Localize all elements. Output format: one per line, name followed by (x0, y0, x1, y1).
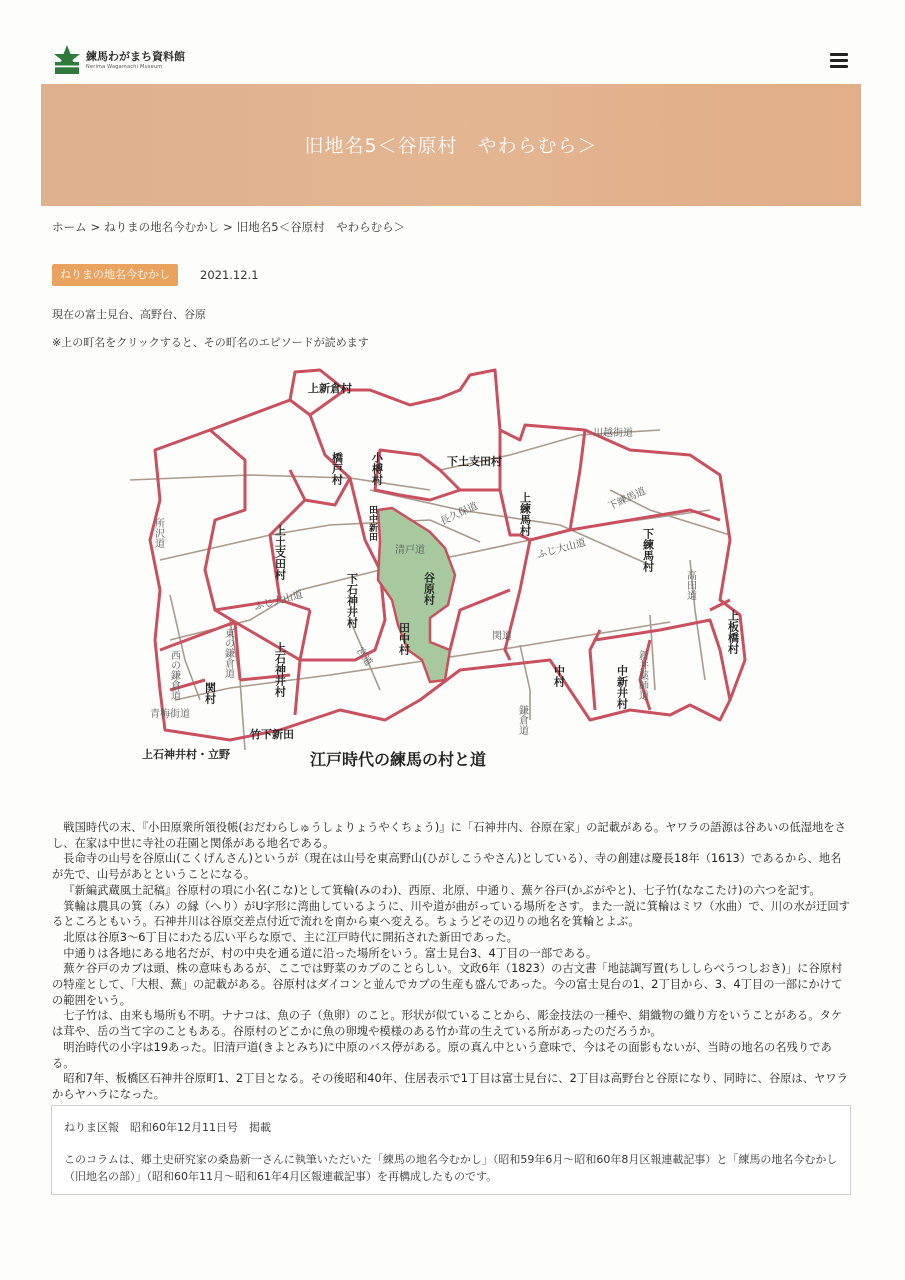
road-shimonerima: 下練馬道 (606, 485, 648, 513)
road-osakubo: 長久保道 (438, 500, 480, 528)
village-takenoshita[interactable]: 竹下新田 (250, 728, 294, 741)
village-kami-shakujii-tatsuno[interactable]: 上石神井村・立野 (142, 748, 230, 761)
village-road-map (130, 360, 770, 780)
category-tag[interactable]: ねりまの地名今むかし (52, 264, 178, 286)
article-paragraph: 『新編武蔵風土記稿』谷原村の項に小名(こな)として箕輪(みのわ)、西原、北原、中通り、蕪ケ谷戸(かぶがやと)、七子竹(ななこたけ)の六つを記す。 (63, 883, 821, 897)
site-logo-text[interactable]: 練馬わがまち資料館 (86, 50, 185, 63)
hamburger-menu-icon[interactable] (830, 53, 848, 69)
village-naka[interactable]: 中村 (552, 665, 566, 687)
road-yakushi: 新井薬師道 (636, 650, 648, 700)
village-seki[interactable]: 関村 (203, 682, 217, 704)
map-caption: 江戸時代の練馬の村と道 (310, 750, 487, 769)
current-area-text: 現在の富士見台、高野台、谷原 (52, 308, 206, 321)
village-hashido[interactable]: 橋戸村 (330, 452, 344, 485)
village-tanaka-shinden[interactable]: 田中新田 (367, 505, 377, 541)
village-shimo-shakujii[interactable]: 下石神井村 (345, 573, 359, 628)
article-body (52, 820, 852, 1103)
article-paragraph: 箕輪は農具の箕（み）の縁（へり）がU字形に湾曲しているように、川や道が曲がっている場所をさす。また一説に箕輪はミワ（水曲）で、川の水が迂回するところともいう。石神井川は谷原交差点付近で流れを南から東へ変える。ちょうどその辺りの地名を箕輪とよぶ。 (52, 899, 850, 929)
yawara-village-highlight[interactable] (378, 508, 455, 682)
breadcrumb-category[interactable]: ねりまの地名今むかし (104, 220, 220, 234)
site-logo-subtitle: Nerima Wagamachi Museum (86, 64, 163, 70)
breadcrumb-home[interactable]: ホーム (52, 220, 87, 234)
village-kami-nerima[interactable]: 上練馬村 (518, 492, 532, 536)
village-yawara[interactable]: 谷原村 (422, 572, 436, 605)
breadcrumb-current: 旧地名5＜谷原村 やわらむら＞ (236, 220, 406, 234)
road-kamakura: 鎌倉道 (516, 705, 528, 735)
breadcrumb (52, 219, 405, 235)
museum-logo-icon[interactable] (52, 44, 82, 76)
village-kami-shinkura[interactable]: 上新倉村 (308, 382, 352, 395)
article-paragraph: 長命寺の山号を谷原山(こくげんさん)というが（現在は山号を東高野山(ひがしこうやさん)としている）、寺の創建は慶長18年（1613）であるから、地名が先で、山号があとということになる。 (52, 852, 842, 882)
road-takada: 高田道 (684, 570, 696, 600)
road-miyamichi: 宮道 (353, 645, 375, 669)
village-kobase[interactable]: 小榑村 (370, 452, 384, 485)
village-shimo-tsuchishiba[interactable]: 下土支田村 (447, 455, 502, 468)
article-paragraph: 中通りは各地にある地名だが、村の中央を通る道に沿った場所をいう。富士見台3、4丁目の一部である。 (63, 946, 598, 960)
village-kami-shakujii[interactable]: 上石神井村 (273, 642, 287, 697)
post-date: 2021.12.1 (200, 268, 259, 282)
village-shimo-nerima[interactable]: 下練馬村 (641, 528, 655, 572)
article-paragraph: 昭和7年、板橋区石神井谷原町1、2丁目となる。その後昭和40年、住居表示で1丁目は富士見台に、2丁目は高野台と谷原になり、同時に、谷原は、ヤワラからヤハラになった。 (52, 1072, 848, 1101)
article-paragraph: 北原は谷原3〜6丁目にわたる広い平らな原で、主に江戸時代に開拓された新田であった。 (63, 930, 518, 944)
article-paragraph: 七子竹は、由来も場所も不明。ナナコは、魚の子（魚卵）のこと。形状が似ていることから、彫金技法の一種や、絹織物の織り方をいうことがある。タケは茸や、岳の当て字のこともある。谷原村のどこかに魚の卵塊や模様のある竹か茸の生えている所があったのだろうか。 (52, 1009, 843, 1039)
road-ome: 青梅街道 (150, 709, 190, 720)
breadcrumb-separator: > (223, 220, 233, 234)
road-fuji-oyama-east: ふじ大山道 (535, 537, 588, 561)
source-note: このコラムは、郷土史研究家の桑島新一さんに執筆いただいた「練馬の地名今むかし」（昭和59年6月〜昭和60年8月区報連載記事）と「練馬の地名今むかし（旧地名の部）」（昭和60年11月〜昭和61年4月区報連載記事）を再構成したものです。 (64, 1153, 838, 1183)
road-kawagoe: 川越街道 (593, 428, 633, 439)
site-header (0, 0, 905, 80)
road-kan: 関道 (492, 631, 512, 642)
road-higashi-kamakura: 東の鎌倉道 (222, 628, 234, 678)
source-info-box (51, 1105, 851, 1195)
article-paragraph: 明治時代の小字は19あった。旧清戸道(きよとみち)に中原のバス停がある。原の真ん中という意味で、今はその面影もないが、当時の地名の名残りである。 (52, 1040, 832, 1070)
road-fuji-oyama-west: ふじ大山道 (252, 589, 305, 613)
road-shimizu: 清戸道 (395, 545, 425, 556)
click-hint-text: ※上の町名をクリックすると、その町名のエピソードが読めます (52, 336, 369, 349)
village-kami-itabashi[interactable]: 上板橋村 (726, 610, 740, 654)
page-title: 旧地名5＜谷原村 やわらむら＞ (304, 135, 598, 157)
road-nishi-kamakura: 西の鎌倉道 (168, 650, 180, 700)
road-tokorozawa: 所沢道 (152, 518, 164, 548)
page-banner (41, 84, 861, 206)
village-naka-arai[interactable]: 中新井村 (615, 665, 629, 709)
village-kami-tsuchishiba[interactable]: 上土支田村 (273, 525, 287, 580)
village-tanaka[interactable]: 田中村 (397, 622, 411, 655)
breadcrumb-separator: > (90, 220, 101, 234)
source-citation: ねりま区報 昭和60年12月11日号 掲載 (64, 1121, 271, 1134)
article-paragraph: 蕪ケ谷戸のカブは頭、株の意味もあるが、ここでは野菜のカブのことらしい。文政6年（1823）の古文書「地誌調写置(ちししらべうつしおき)」に谷原村の特産として、「大根、蕪」の記載がある。谷原村はダイコンと並んでカブの生産も盛んであった。今の富士見台の1、2丁目から、3、4丁目の一部にかけての範囲をいう。 (52, 962, 843, 1007)
article-paragraph: 戦国時代の末、『小田原衆所領役帳(おだわらしゅうしょりょうやくちょう)』に「石神井内、谷原在家」の記載がある。ヤワラの語源は谷あいの低湿地をさし、在家は中世に寺社の荘園と関係がある地名である。 (52, 821, 846, 850)
